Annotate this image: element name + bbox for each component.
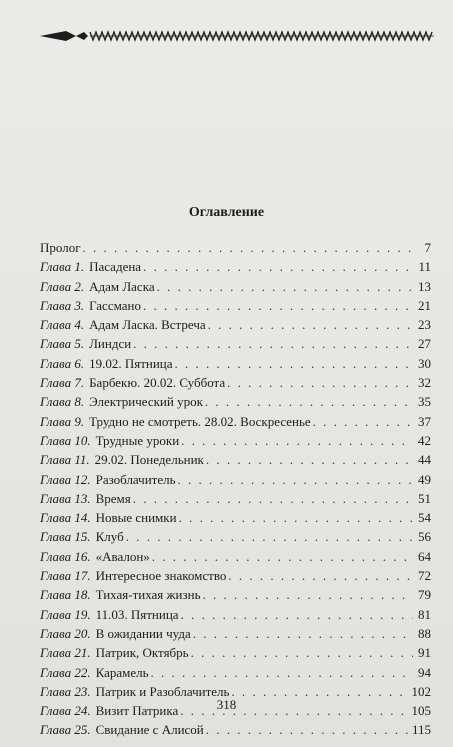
toc-row-chapter[interactable] — [40, 257, 431, 276]
toc-entry-name: Время — [95, 490, 131, 506]
toc-row-chapter[interactable] — [40, 470, 431, 489]
toc-page-number: 51 — [418, 490, 431, 506]
toc-leader-dots — [313, 412, 413, 431]
toc-page-number: 13 — [418, 278, 431, 294]
toc-page-number: 21 — [418, 297, 431, 313]
toc-chapter-label: Глава 11. — [40, 452, 90, 468]
toc-page-number: 72 — [418, 568, 431, 584]
toc-leader-dots — [133, 489, 413, 508]
toc-chapter-label: Глава 19. — [40, 606, 91, 622]
toc-row-chapter[interactable] — [40, 431, 431, 450]
toc-chapter-label: Глава 17. — [40, 568, 91, 584]
toc-chapter-label: Глава 1. — [40, 259, 85, 275]
toc-page-number: 23 — [418, 317, 431, 333]
toc-row-chapter[interactable] — [40, 624, 431, 643]
toc-page-number: 54 — [418, 510, 431, 526]
toc-entry-name: Адам Ласка — [89, 278, 155, 294]
toc-leader-dots — [133, 334, 413, 353]
toc-chapter-label: Глава 14. — [40, 510, 91, 526]
toc-entry-name: Патрик и Разоблачитель — [95, 683, 230, 699]
toc-leader-dots — [181, 605, 413, 624]
toc-chapter-label: Глава 9. — [40, 413, 85, 429]
ornament-divider — [40, 27, 436, 45]
toc-chapter-label: Глава 10. — [40, 432, 91, 448]
toc-leader-dots — [152, 547, 413, 566]
toc-entry-name: «Авалон» — [95, 548, 150, 564]
toc-chapter-label: Глава 15. — [40, 529, 91, 545]
toc-entry-name: Визит Патрика — [95, 703, 179, 719]
toc-chapter-label: Глава 16. — [40, 548, 91, 564]
toc-leader-dots — [203, 585, 413, 604]
toc-leader-dots — [181, 431, 413, 450]
toc-page-number: 64 — [418, 548, 431, 564]
toc-entry-name: Интересное знакомство — [95, 568, 227, 584]
toc-page-number: 49 — [418, 471, 431, 487]
toc-entry-name: Свидание с Алисой — [95, 722, 204, 738]
toc-row-chapter[interactable] — [40, 373, 431, 392]
toc-chapter-label: Глава 22. — [40, 664, 91, 680]
toc-chapter-label: Глава 13. — [40, 490, 91, 506]
toc-row-chapter[interactable] — [40, 643, 431, 662]
toc-row-chapter[interactable] — [40, 585, 431, 604]
toc-page-number: 27 — [418, 336, 431, 352]
toc-entry-name: Пасадена — [89, 259, 142, 275]
toc-leader-dots — [227, 373, 413, 392]
toc-chapter-label: Глава 5. — [40, 336, 85, 352]
toc-entry-name: Патрик, Октябрь — [95, 645, 189, 661]
toc-entry-name: Гассмано — [89, 297, 141, 313]
toc-page-number: 94 — [418, 664, 431, 680]
toc-row-chapter[interactable] — [40, 412, 431, 431]
toc-row-chapter[interactable] — [40, 720, 431, 739]
toc-row-chapter[interactable] — [40, 354, 431, 373]
toc-leader-dots — [228, 566, 413, 585]
toc-leader-dots — [205, 392, 413, 411]
toc-leader-dots — [206, 450, 413, 469]
toc-page-number: 105 — [411, 703, 431, 719]
toc-page-number: 44 — [418, 452, 431, 468]
toc-chapter-label: Глава 23. — [40, 683, 91, 699]
page-number: 318 — [216, 697, 237, 712]
toc-entry-name: Барбекю. 20.02. Суббота — [89, 375, 226, 391]
toc-row-chapter[interactable] — [40, 489, 431, 508]
toc-page-number: 81 — [418, 606, 431, 622]
toc-row-prologue[interactable] — [40, 238, 431, 257]
toc-entry-name: В ожидании чуда — [95, 625, 191, 641]
toc-row-chapter[interactable] — [40, 296, 431, 315]
toc-entry-name: 29.02. Понедельник — [94, 452, 204, 468]
toc-chapter-label: Глава 3. — [40, 297, 85, 313]
toc-leader-dots — [208, 315, 413, 334]
toc-row-chapter[interactable] — [40, 392, 431, 411]
toc-chapter-label: Глава 25. — [40, 722, 91, 738]
toc-leader-dots — [151, 663, 413, 682]
toc-chapter-label: Глава 6. — [40, 355, 85, 371]
toc-row-chapter[interactable] — [40, 334, 431, 353]
toc-chapter-label: Глава 18. — [40, 587, 91, 603]
toc-entry-name: Карамель — [95, 664, 149, 680]
toc-page-number: 79 — [418, 587, 431, 603]
toc-page-number: 30 — [418, 355, 431, 371]
toc-row-chapter[interactable] — [40, 315, 431, 334]
toc-leader-dots — [193, 624, 413, 643]
toc-page-number: 56 — [418, 529, 431, 545]
table-of-contents — [40, 238, 431, 740]
toc-row-chapter[interactable] — [40, 277, 431, 296]
toc-leader-dots — [179, 508, 413, 527]
toc-page-number: 91 — [418, 645, 431, 661]
toc-page-number: 32 — [418, 375, 431, 391]
toc-chapter-label: Глава 20. — [40, 625, 91, 641]
toc-entry-name: 11.03. Пятница — [95, 606, 179, 622]
toc-row-chapter[interactable] — [40, 663, 431, 682]
toc-page-number: 11 — [418, 259, 431, 275]
toc-leader-dots — [157, 277, 413, 296]
toc-leader-dots — [175, 354, 413, 373]
toc-row-chapter[interactable] — [40, 527, 431, 546]
toc-chapter-label: Глава 21. — [40, 645, 91, 661]
toc-entry-name: 19.02. Пятница — [89, 355, 173, 371]
toc-chapter-label: Глава 2. — [40, 278, 85, 294]
toc-page-number: 115 — [411, 722, 431, 738]
toc-row-chapter[interactable] — [40, 566, 431, 585]
toc-leader-dots — [191, 643, 413, 662]
toc-leader-dots — [83, 238, 413, 257]
toc-page-number: 37 — [418, 413, 431, 429]
toc-entry-name: Тихая-тихая жизнь — [95, 587, 201, 603]
toc-entry-name: Клуб — [95, 529, 124, 545]
toc-page-number: 102 — [411, 683, 431, 699]
toc-chapter-label: Глава 12. — [40, 471, 91, 487]
toc-leader-dots — [143, 257, 413, 276]
toc-chapter-label: Глава 7. — [40, 375, 85, 391]
toc-leader-dots — [206, 720, 410, 739]
toc-row-chapter[interactable] — [40, 450, 431, 469]
toc-page-number: 42 — [418, 432, 431, 448]
toc-row-chapter[interactable] — [40, 547, 431, 566]
toc-page-number: 7 — [424, 240, 431, 255]
toc-leader-dots — [143, 296, 413, 315]
toc-entry-name: Линдси — [89, 336, 132, 352]
toc-row-chapter[interactable] — [40, 605, 431, 624]
toc-entry-name: Трудно не смотреть. 28.02. Воскресенье — [89, 413, 311, 429]
toc-chapter-label: Глава 4. — [40, 317, 85, 333]
toc-page-number: 88 — [418, 625, 431, 641]
toc-leader-dots — [126, 527, 413, 546]
toc-entry-name: Трудные уроки — [95, 432, 180, 448]
toc-entry-name: Электрический урок — [89, 394, 203, 410]
toc-leader-dots — [178, 470, 413, 489]
toc-entry-name: Пролог — [40, 240, 81, 255]
toc-chapter-label: Глава 24. — [40, 703, 91, 719]
toc-page-number: 35 — [418, 394, 431, 410]
toc-row-chapter[interactable] — [40, 508, 431, 527]
toc-entry-name: Новые снимки — [95, 510, 177, 526]
toc-title: Оглавление — [188, 205, 265, 220]
toc-entry-name: Адам Ласка. Встреча — [89, 317, 206, 333]
toc-chapter-label: Глава 8. — [40, 394, 85, 410]
toc-entry-name: Разоблачитель — [95, 471, 176, 487]
